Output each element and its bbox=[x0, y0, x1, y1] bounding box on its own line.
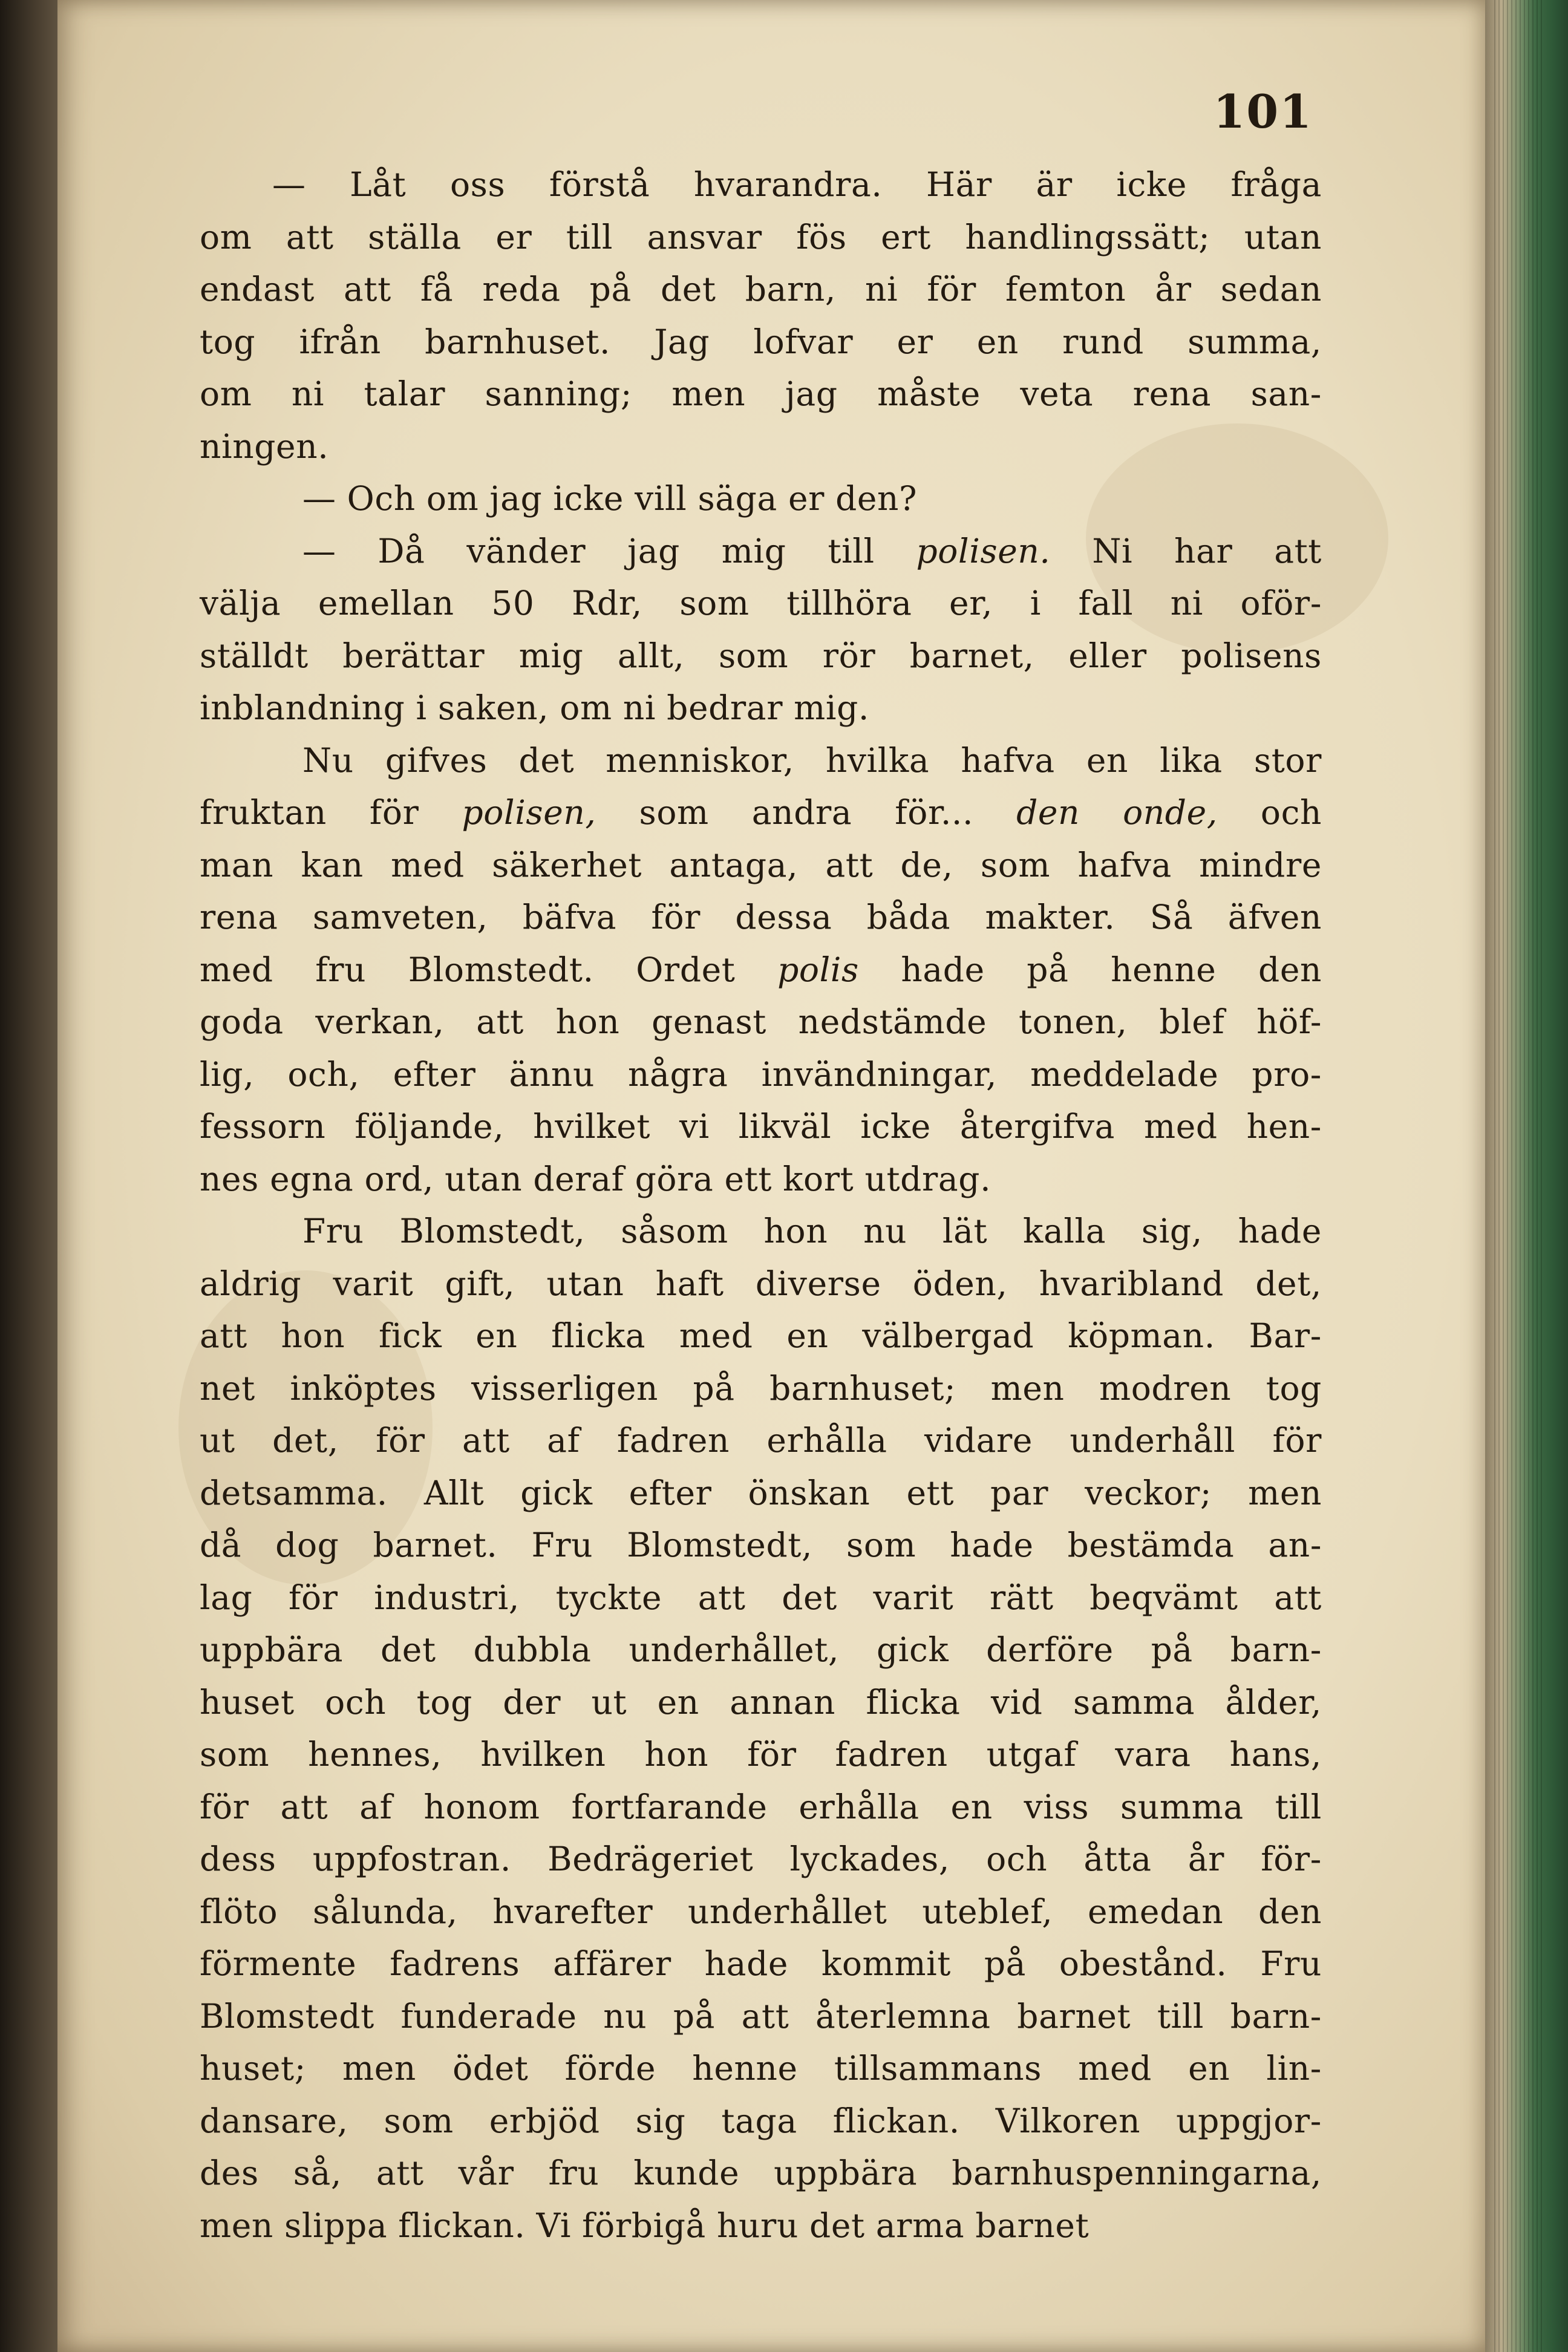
text-line: men slippa flickan. Vi förbigå huru det arma barnet bbox=[200, 2206, 1089, 2245]
text-segment: och bbox=[1217, 793, 1322, 832]
text-line: om att ställa er till ansvar fös ert handlingssätt; utan bbox=[200, 217, 1322, 256]
text-line: välja emellan 50 Rdr, som tillhöra er, i fall ni oför- bbox=[200, 584, 1322, 622]
text-line: aldrig varit gift, utan haft diverse öden, hvaribland det, bbox=[200, 1264, 1322, 1303]
text-line: inblandning i saken, om ni bedrar mig. bbox=[200, 688, 870, 727]
text-line: endast att få reda på det barn, ni för femton år sedan bbox=[200, 270, 1322, 309]
italic-text: polisen, bbox=[462, 793, 596, 832]
text-line: Fru Blomstedt, såsom hon nu lät kalla sig, hade bbox=[302, 1212, 1322, 1250]
text-line: huset; men ödet förde henne tillsammans med en lin- bbox=[200, 2049, 1322, 2088]
text-line: rena samveten, bäfva för dessa båda makter. Så äfven bbox=[200, 898, 1322, 936]
text-line: ställdt berättar mig allt, som rör barnet, eller polisens bbox=[200, 636, 1322, 675]
body-text bbox=[200, 158, 1322, 2252]
italic-text: den onde, bbox=[1016, 793, 1218, 832]
text-line: för att af honom fortfarande erhålla en viss summa till bbox=[200, 1787, 1322, 1826]
text-line: net inköptes visserligen på barnhuset; men modren tog bbox=[200, 1368, 1322, 1408]
text-line: des så, att vår fru kunde uppbära barnhuspenningarna, bbox=[200, 2154, 1322, 2192]
text-line: fessorn följande, hvilket vi likväl icke återgifva med hen- bbox=[200, 1107, 1322, 1146]
text-line bbox=[200, 525, 1322, 578]
text-line: Nu gifves det menniskor, hvilka hafva en lika stor bbox=[302, 740, 1322, 780]
text-line: man kan med säkerhet antaga, att de, som hafva mindre bbox=[200, 845, 1322, 884]
text-segment: hade på henne den bbox=[858, 950, 1322, 989]
text-line: uppbära det dubbla underhållet, gick derföre på barn- bbox=[200, 1630, 1322, 1669]
text-segment: fruktan för bbox=[200, 793, 462, 832]
text-segment: — Då vänder jag mig till bbox=[302, 531, 916, 570]
text-line: ningen. bbox=[200, 426, 329, 466]
text-line: tog ifrån barnhuset. Jag lofvar er en rund summa, bbox=[200, 322, 1322, 361]
italic-text: polis bbox=[777, 950, 859, 989]
text-segment: som andra för... bbox=[596, 793, 1017, 832]
text-line: goda verkan, att hon genast nedstämde tonen, blef höf- bbox=[200, 1002, 1322, 1041]
text-line: — Och om jag icke vill säga er den? bbox=[302, 479, 918, 518]
text-line: — Låt oss förstå hvarandra. Här är icke fråga bbox=[272, 165, 1322, 204]
page-number: 101 bbox=[1213, 85, 1313, 139]
text-line: då dog barnet. Fru Blomstedt, som hade bestämda an- bbox=[200, 1526, 1322, 1564]
text-line bbox=[200, 944, 1322, 996]
text-segment: Ni har att bbox=[1050, 531, 1322, 570]
italic-text: polisen. bbox=[916, 531, 1051, 570]
text-line: dess uppfostran. Bedrägeriet lyckades, och åtta år för- bbox=[200, 1840, 1322, 1878]
text-line: om ni talar sanning; men jag måste veta rena san- bbox=[200, 374, 1322, 413]
text-line: huset och tog der ut en annan flicka vid samma ålder, bbox=[200, 1682, 1322, 1722]
text-line: förmente fadrens affärer hade kommit på obestånd. Fru bbox=[200, 1944, 1322, 1983]
text-line: lag för industri, tyckte att det varit rätt beqvämt att bbox=[200, 1578, 1322, 1617]
text-line bbox=[200, 786, 1322, 839]
text-line: lig, och, efter ännu några invändningar, meddelade pro- bbox=[200, 1054, 1322, 1094]
text-line: dansare, som erbjöd sig taga flickan. Vilkoren uppgjor- bbox=[200, 2101, 1322, 2140]
text-line: nes egna ord, utan deraf göra ett kort utdrag. bbox=[200, 1159, 991, 1198]
text-segment: med fru Blomstedt. Ordet bbox=[200, 950, 778, 989]
text-line: detsamma. Allt gick efter önskan ett par veckor; men bbox=[200, 1473, 1322, 1512]
text-line: ut det, för att af fadren erhålla vidare underhåll för bbox=[200, 1421, 1322, 1460]
text-line: Blomstedt funderade nu på att återlemna barnet till barn- bbox=[200, 1996, 1322, 2036]
text-line: att hon fick en flicka med en välbergad köpman. Bar- bbox=[200, 1316, 1322, 1355]
text-line: flöto sålunda, hvarefter underhållet uteblef, emedan den bbox=[200, 1892, 1322, 1931]
text-line: som hennes, hvilken hon för fadren utgaf vara hans, bbox=[200, 1735, 1322, 1774]
book-gutter-texture bbox=[1494, 0, 1543, 2352]
